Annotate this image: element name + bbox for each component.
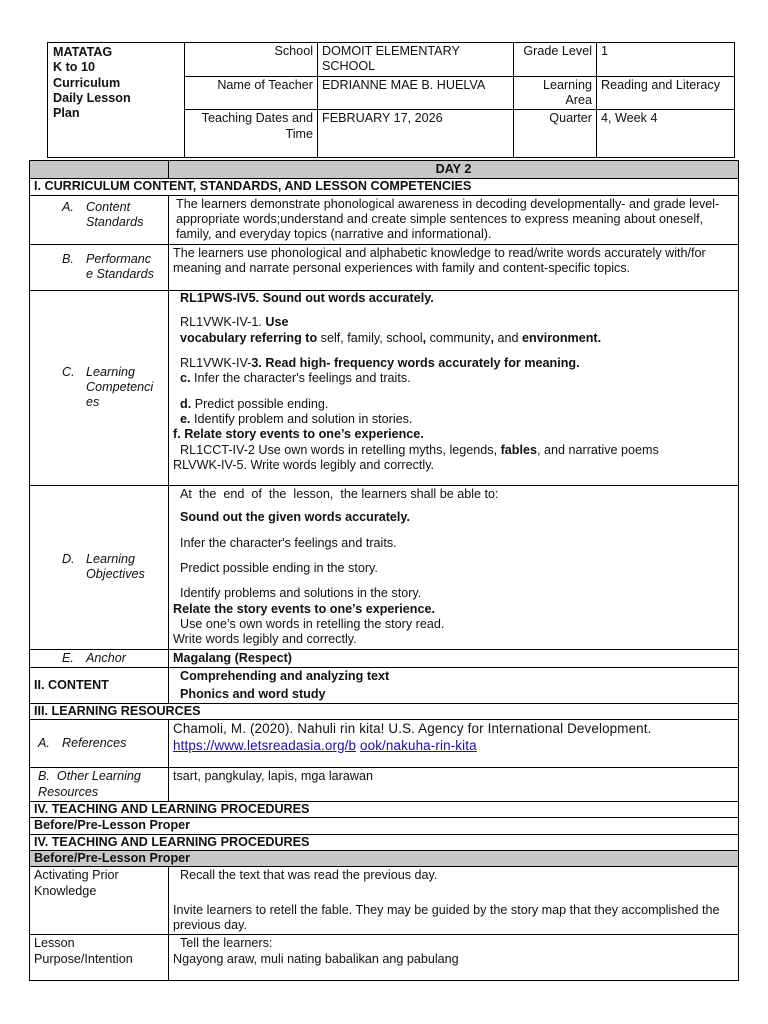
- reference-links: [173, 738, 734, 754]
- dates-label: Teaching Dates and Time: [185, 110, 318, 158]
- competency-4: RL1CCT-IV-2 Use own words in retelling myths, legends, fables, and narrative poems: [180, 442, 659, 457]
- header-table: [47, 42, 735, 158]
- school-value: DOMOIT ELEMENTARY SCHOOL: [318, 43, 514, 77]
- objective-6: Use one’s own words in retelling the story read.: [180, 616, 445, 631]
- title-line: Daily Lesson: [53, 91, 131, 106]
- competency-f: f. Relate story events to one’s experience.: [173, 427, 424, 442]
- grade-label: Grade Level: [514, 43, 597, 77]
- content-standards-row: [30, 195, 739, 244]
- lesson-plan-table: [29, 160, 739, 981]
- competency-2: RL1VWK-IV-1. Use vocabulary referring to self, family, school, community, and environment.: [180, 315, 602, 345]
- purpose-line-1: Tell the learners:: [180, 936, 273, 951]
- day-label: DAY 2: [169, 161, 739, 179]
- content-standards-label: A. Content Standards: [62, 199, 144, 230]
- content-row: [30, 668, 739, 704]
- purpose-label: Lesson Purpose/Intention: [30, 935, 169, 981]
- objective-2: Infer the character's feelings and traits.: [180, 535, 397, 550]
- section-procedures-repeat: IV. TEACHING AND LEARNING PROCEDURES: [30, 834, 739, 850]
- activating-line-1: Recall the text that was read the previous day.: [180, 868, 438, 883]
- competency-d: d. Predict possible ending.: [180, 396, 329, 411]
- performance-standards-row: [30, 244, 739, 290]
- activating-row: [30, 867, 739, 935]
- area-label: Learning Area: [514, 76, 597, 110]
- competency-3: RL1VWK-IV-3. Read high- frequency words accurately for meaning. c. Infer the character's feelings and traits.: [180, 355, 580, 386]
- reference-link-1[interactable]: https://www.letsreadasia.org/b: [173, 737, 357, 753]
- before-lesson-proper-repeat: Before/Pre-Lesson Proper: [30, 851, 739, 867]
- references-label: A. References: [38, 736, 127, 751]
- reference-text: Chamoli, M. (2020). Nahuli rin kita! U.S. Agency for International Development.: [173, 721, 652, 737]
- competency-5: RLVWK-IV-5. Write words legibly and correctly.: [173, 458, 435, 473]
- objective-5: Relate the story events to one’s experience.: [173, 601, 436, 616]
- anchor-value: Magalang (Respect): [169, 649, 739, 667]
- competency-e: e. Identify problem and solution in stories.: [180, 411, 413, 426]
- objective-3: Predict possible ending in the story.: [180, 560, 378, 575]
- before-lesson-proper: Before/Pre-Lesson Proper: [30, 818, 739, 834]
- objective-7: Write words legibly and correctly.: [173, 632, 357, 647]
- grade-value: 1: [597, 43, 735, 77]
- section-procedures: IV. TEACHING AND LEARNING PROCEDURES: [30, 801, 739, 817]
- competency-1: RL1PWS-IV5. Sound out words accurately.: [180, 290, 434, 305]
- other-resources-row: [30, 768, 739, 802]
- other-resources-label: B. Other Learning Resources: [38, 769, 141, 799]
- performance-standards-label: B. Performanc e Standards: [62, 251, 154, 282]
- objectives-intro: At the end of the lesson, the learners shall be able to:: [180, 486, 499, 501]
- title-line: K to 10: [53, 60, 95, 75]
- quarter-label: Quarter: [514, 110, 597, 158]
- content-label: II. CONTENT: [30, 668, 169, 704]
- competencies-label: C. Learning Competenci es: [62, 364, 154, 410]
- objectives-label: D. Learning Objectives: [62, 551, 145, 582]
- objectives-row: [30, 485, 739, 649]
- teacher-label: Name of Teacher: [185, 76, 318, 110]
- performance-standards-text: The learners use phonological and alphabetic knowledge to read/write words accurately with/for meaning and narrate personal experiences with family and content-specific topics.: [169, 244, 739, 290]
- content-line-2: Phonics and word study: [180, 686, 326, 701]
- purpose-line-2: Ngayong araw, muli nating babalikan ang pabulang: [173, 951, 459, 966]
- content-line-1: Comprehending and analyzing text: [180, 669, 390, 684]
- title-line: Curriculum: [53, 75, 121, 90]
- teacher-value: EDRIANNE MAE B. HUELVA: [318, 76, 514, 110]
- competencies-row: [30, 290, 739, 485]
- reference-link-2[interactable]: ook/nakuha-rin-kita: [360, 737, 477, 753]
- purpose-row: [30, 935, 739, 981]
- references-row: [30, 720, 739, 768]
- quarter-value: 4, Week 4: [597, 110, 735, 158]
- anchor-row: [30, 649, 739, 667]
- area-value: Reading and Literacy: [597, 76, 735, 110]
- activating-label: Activating Prior Knowledge: [30, 867, 169, 935]
- dlp-title: [48, 43, 185, 158]
- section-resources: III. LEARNING RESOURCES: [30, 703, 739, 719]
- objective-1: Sound out the given words accurately.: [180, 510, 410, 525]
- dates-value: FEBRUARY 17, 2026: [318, 110, 514, 158]
- day-header-row: [30, 161, 739, 179]
- anchor-label: E. Anchor: [62, 650, 126, 665]
- content-standards-text: The learners demonstrate phonological awareness in decoding developmentally- and grade level-appropriate words;understand and create simple sentences to express meaning about oneself, family, and everyday topics (narrative and informational).: [169, 195, 739, 244]
- school-label: School: [185, 43, 318, 77]
- other-resources-value: tsart, pangkulay, lapis, mga larawan: [169, 768, 739, 802]
- section-curriculum: I. CURRICULUM CONTENT, STANDARDS, AND LESSON COMPETENCIES: [30, 179, 739, 195]
- title-line: Plan: [53, 106, 80, 121]
- activating-line-2: Invite learners to retell the fable. They may be guided by the story map that they accomplished the previous day.: [173, 902, 720, 933]
- objective-4: Identify problems and solutions in the story.: [180, 586, 422, 601]
- title-line: MATATAG: [53, 45, 113, 59]
